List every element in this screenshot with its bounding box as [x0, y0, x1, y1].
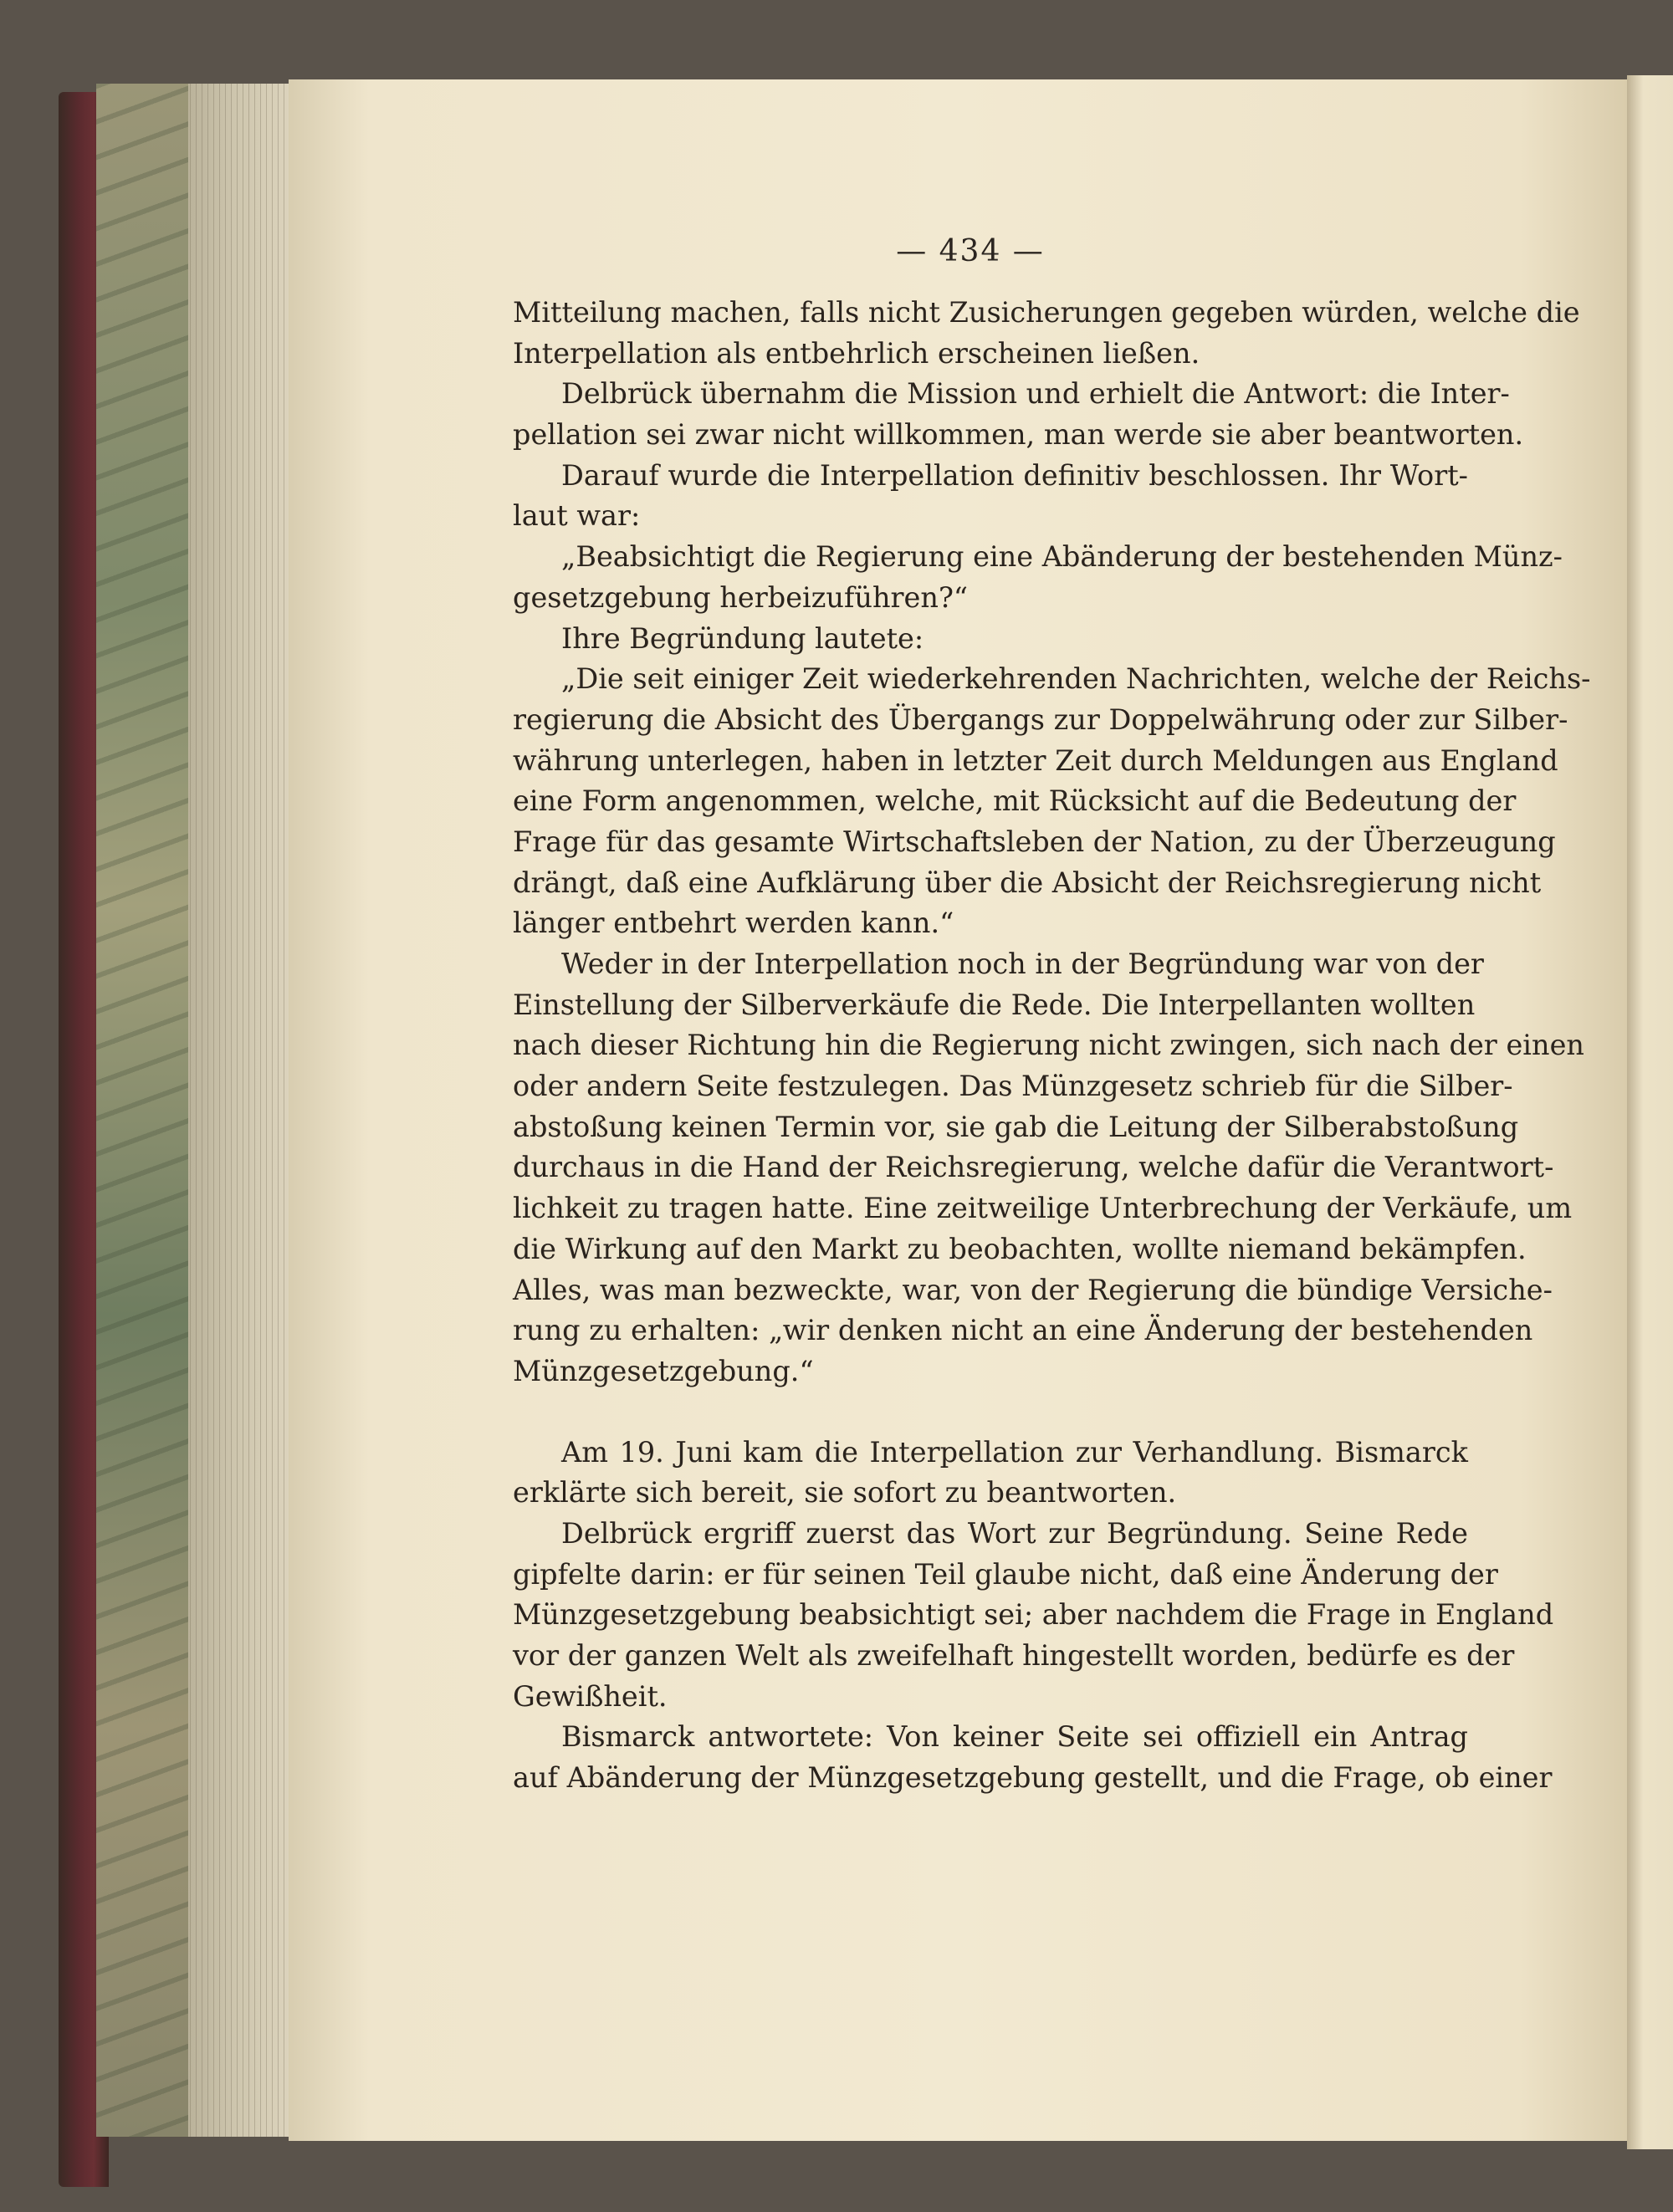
text-line: eine Form angenommen, welche, mit Rücksicht auf die Bedeutung der — [513, 784, 1517, 818]
text-line: erklärte sich bereit, sie sofort zu beantworten. — [513, 1476, 1177, 1510]
text-line: länger entbehrt werden kann.“ — [513, 907, 954, 940]
text-line: Gewißheit. — [513, 1679, 668, 1713]
paragraph-gap — [513, 1392, 1468, 1433]
text-line: Frage für das gesamte Wirtschaftsleben der Nation, zu der Überzeugung — [513, 825, 1556, 858]
text-line: „Beabsichtigt die Regierung eine Abänderung der bestehenden Münz- — [561, 540, 1563, 574]
text-line: währung unterlegen, haben in letzter Zeit durch Meldungen aus England — [513, 743, 1558, 777]
text-line: die Wirkung auf den Markt zu beobachten, wollte niemand bekämpfen. — [513, 1232, 1527, 1265]
text-line: Mitteilung machen, falls nicht Zusicherungen gegeben würden, welche die — [513, 296, 1580, 329]
text-line: oder andern Seite festzulegen. Das Münzgesetz schrieb für die Silber- — [513, 1070, 1513, 1103]
text-line: Interpellation als entbehrlich erscheinen ließen. — [513, 336, 1200, 370]
text-line: Alles, was man bezweckte, war, von der Regierung die bündige Versiche- — [513, 1273, 1553, 1306]
text-line: Münzgesetzgebung.“ — [513, 1354, 814, 1387]
marbled-edge — [96, 84, 188, 2137]
text-line: Am 19. Juni kam die Interpellation zur Verhandlung. Bismarck — [561, 1435, 1468, 1469]
text-line: abstoßung keinen Termin vor, sie gab die Leitung der Silberabstoßung — [513, 1110, 1519, 1143]
page-body — [513, 293, 1591, 1799]
text-line: Münzgesetzgebung beabsichtigt sei; aber nachdem die Frage in England — [513, 1598, 1554, 1632]
text-line: auf Abänderung der Münzgesetzgebung gestellt, und die Frage, ob einer — [513, 1761, 1553, 1795]
text-line: Einstellung der Silberverkäufe die Rede. Die Interpellanten wollten — [513, 988, 1476, 1021]
text-line: durchaus in die Hand der Reichsregierung, welche dafür die Verantwort- — [513, 1151, 1554, 1184]
text-line: rung zu erhalten: „wir denken nicht an eine Änderung der bestehenden — [513, 1314, 1533, 1347]
text-line: Weder in der Interpellation noch in der Begründung war von der — [561, 948, 1484, 980]
page-number: — 434 — — [896, 234, 1045, 268]
text-line: vor der ganzen Welt als zweifelhaft hingestellt worden, bedürfe es der — [513, 1639, 1515, 1672]
text-line: nach dieser Richtung hin die Regierung nicht zwingen, sich nach der einen — [513, 1029, 1584, 1062]
page-edges — [96, 84, 293, 2137]
text-line: laut war: — [513, 499, 641, 533]
text-line: Darauf wurde die Interpellation definitiv beschlossen. Ihr Wort- — [561, 458, 1468, 492]
facing-page-edge — [1627, 75, 1673, 2149]
text-line: Bismarck antwortete: Von keiner Seite sei offiziell ein Antrag — [561, 1720, 1468, 1754]
text-line: Delbrück übernahm die Mission und erhielt die Antwort: die Inter- — [561, 377, 1510, 411]
text-line: Delbrück ergriff zuerst das Wort zur Begründung. Seine Rede — [561, 1516, 1468, 1550]
text-line: lichkeit zu tragen hatte. Eine zeitweilige Unterbrechung der Verkäufe, um — [513, 1192, 1573, 1225]
text-line: drängt, daß eine Aufklärung über die Absicht der Reichsregierung nicht — [513, 866, 1542, 899]
text-line: „Die seit einiger Zeit wiederkehrenden Nachrichten, welche der Reichs- — [561, 662, 1591, 696]
text-line: regierung die Absicht des Übergangs zur Doppelwährung oder zur Silber- — [513, 702, 1568, 736]
text-line: gesetzgebung herbeizuführen?“ — [513, 580, 969, 614]
text-line: pellation sei zwar nicht willkommen, man werde sie aber beantworten. — [513, 418, 1524, 452]
text-line: Ihre Begründung lautete: — [561, 621, 924, 655]
text-line: gipfelte darin: er für seinen Teil glaube nicht, daß eine Änderung der — [513, 1557, 1498, 1591]
